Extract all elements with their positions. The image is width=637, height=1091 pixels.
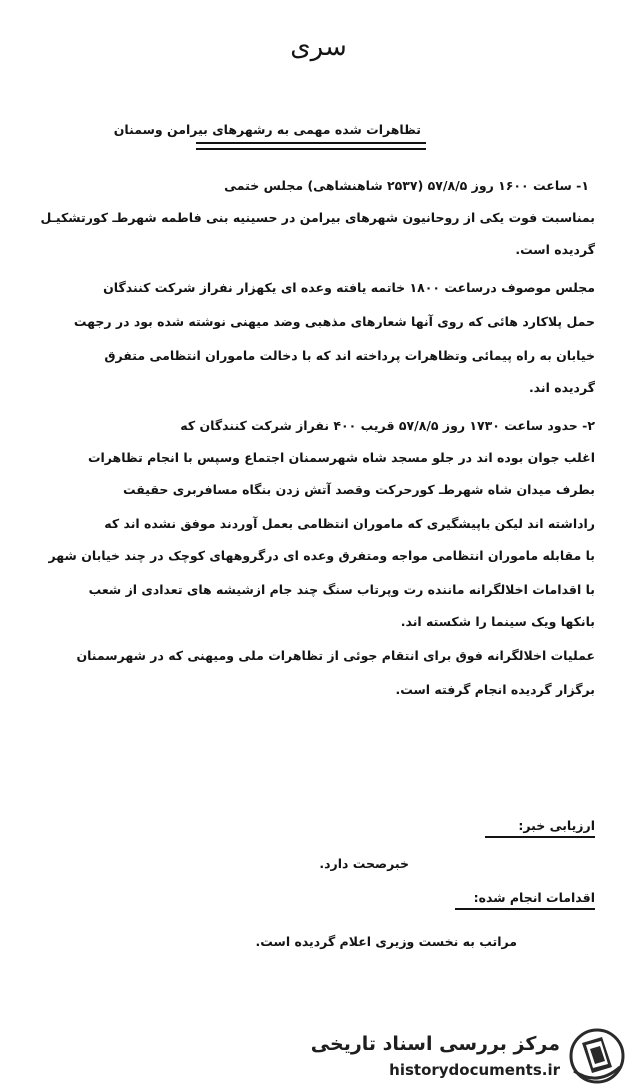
paragraph-1-line-2: بمناسبت فوت یکی از روحانیون شهرهای بیرامن در حسینیه بنی فاطمه شهرطـ کورتشکیـل xyxy=(40,210,595,225)
subject-underline xyxy=(196,142,426,144)
archive-watermark xyxy=(310,1027,630,1087)
document-subject: تظاهرات شده مهمی به رشهرهای بیرامن وسمنان xyxy=(113,122,421,137)
paragraph-2-line-2: حمل پلاکارد هائی که روی آنها شعارهای مذهبی وضد میهنی نوشته شده بود در رجهت xyxy=(73,314,595,329)
actions-detail-text: مراتب به نخست وزیری اعلام گردیده است. xyxy=(255,934,517,949)
classification-heading: سری xyxy=(290,32,347,62)
paragraph-1-line-1: ۱- ساعت ۱۶۰۰ روز ۵۷/۸/۵ (۲۵۳۷ شاهنشاهی) مجلس ختمی xyxy=(224,178,589,193)
paragraph-1-line-3: گردیده است. xyxy=(515,242,595,257)
subject-underline-second xyxy=(196,148,426,150)
paragraph-2-line-3: خیابان به راه پیمائی وتظاهرات پرداخته اند که با دخالت ماموران انتظامی متفرق xyxy=(104,348,595,363)
paragraph-2-line-1: مجلس موصوف درساعت ۱۸۰۰ خاتمه یافته وعده ای یکهزار نفراز شرکت کنندگان xyxy=(103,280,595,295)
actions-taken-label: اقدامات انجام شده: xyxy=(473,890,595,905)
news-verified-text: خبرصحت دارد. xyxy=(319,856,409,871)
paragraph-4-line-1: عملیات اخلالگرانه فوق برای انتقام جوئی از تظاهرات ملی ومیهنی که در شهرسمنان xyxy=(76,648,595,663)
news-assessment-label: ارزیابی خبر: xyxy=(518,818,595,833)
paragraph-3-line-3: بطرف میدان شاه شهرطـ کورحرکت وقصد آتش زدن بنگاه مسافربری حقیقت xyxy=(123,482,595,497)
paragraph-4-line-2: برگزار گردیده انجام گرفته است. xyxy=(395,682,595,697)
paragraph-3-line-7: بانکها ویک سینما را شکسته اند. xyxy=(400,614,595,629)
actions-taken-underline xyxy=(455,908,595,910)
paragraph-3-line-1: ۲- حدود ساعت ۱۷۳۰ روز ۵۷/۸/۵ قریب ۴۰۰ نفراز شرکت کنندگان که xyxy=(180,418,595,433)
news-assessment-underline xyxy=(485,836,595,838)
paragraph-2-line-4: گردیده اند. xyxy=(528,380,595,395)
archive-logo-icon xyxy=(568,1027,626,1085)
paragraph-3-line-2: اغلب جوان بوده اند در جلو مسجد شاه شهرسمنان اجتماع وسپس با انجام تظاهرات xyxy=(87,450,595,465)
paragraph-3-line-4: راداشته اند لیکن باپیشگیری که ماموران انتظامی بعمل آوردند موفق نشده اند که xyxy=(104,516,595,531)
paragraph-3-line-6: با اقدامات اخلالگرانه ماننده رت وپرتاب سنگ چند جام ازشیشه های تعدادی از شعب xyxy=(88,582,595,597)
paragraph-3-line-5: با مقابله ماموران انتظامی مواجه ومتفرق وعده ای درگروههای کوچک در چند خیابان شهر xyxy=(48,548,595,563)
watermark-url: historydocuments.ir xyxy=(389,1061,560,1079)
watermark-text: مرکز بررسی اسناد تاریخی xyxy=(310,1033,560,1055)
